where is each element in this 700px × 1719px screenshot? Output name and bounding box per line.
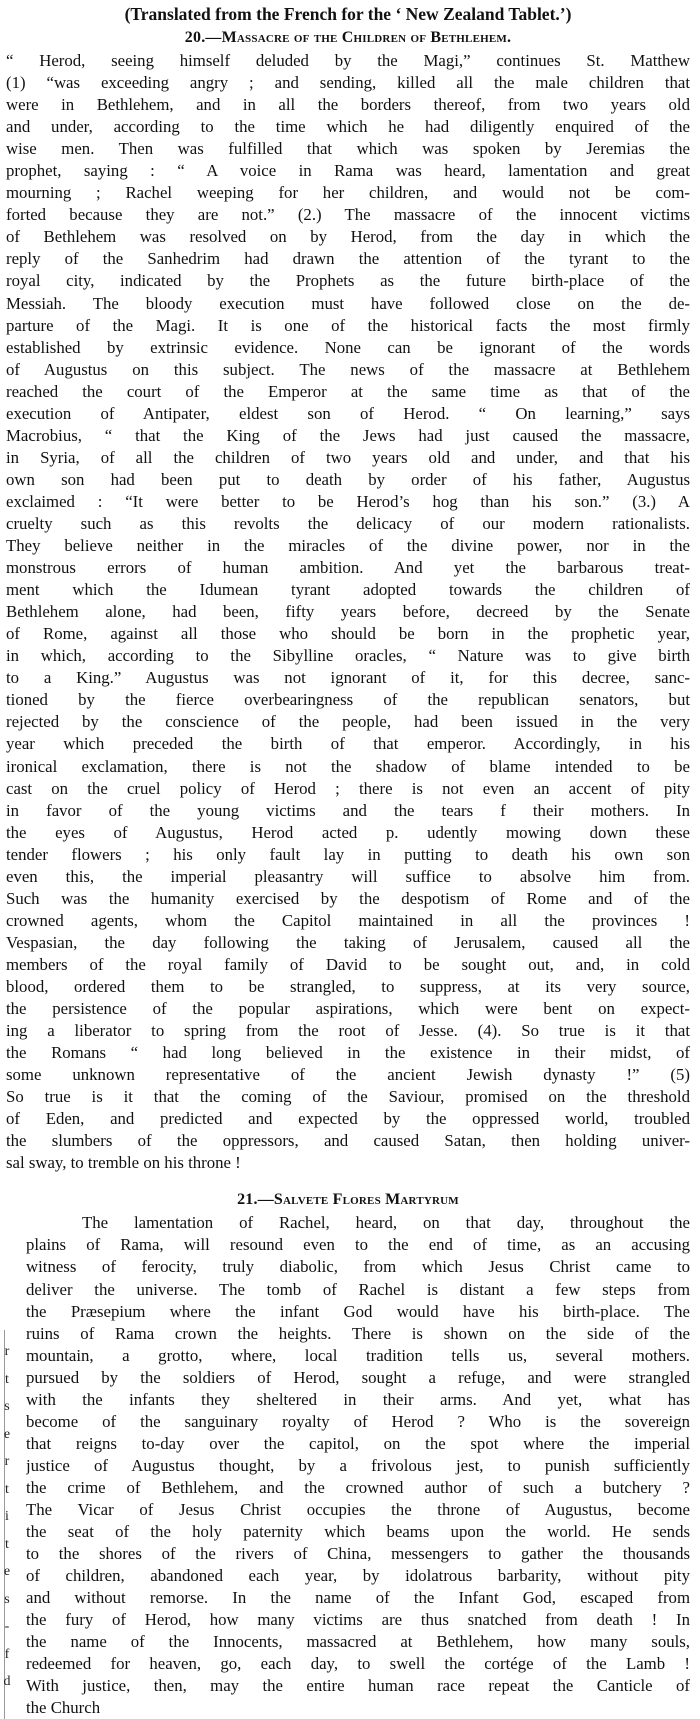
text-line: justice of Augustus thought, by a frivolous jest, to punish sufficiently	[26, 1455, 690, 1475]
section-21-title	[6, 1188, 690, 1212]
section-21-heading: Salvete Flores Martyrum	[273, 1191, 459, 1209]
text-line: tioned by the fierce overbearingness of the republican senators, but	[6, 690, 690, 710]
adjacent-column-fragments	[0, 1338, 14, 1696]
text-line: year which preceded the birth of that emperor. Accordingly, in his	[6, 734, 690, 754]
text-line: Vespasian, the day following the taking of Jerusalem, caused all the	[6, 932, 690, 952]
text-line: ing a liberator to spring from the root of Jesse. (4). So true is it that	[6, 1021, 690, 1041]
text-line: in Syria, of all the children of two years old and under, and that his	[6, 447, 690, 467]
text-line: of Augustus on this subject. The news of the massacre at Bethlehem	[6, 359, 690, 379]
margin-fragment: t	[5, 1481, 9, 1497]
text-line: the Præsepium where the infant God would have his birth-place. The	[26, 1301, 690, 1321]
text-line: deliver the universe. The tomb of Rachel is distant a few steps from	[26, 1279, 690, 1299]
text-line: exclaimed : “It were better to be Herod’s hog than his son.” (3.) A	[6, 491, 690, 511]
text-line: reached the court of the Emperor at the same time as that of the	[6, 381, 690, 401]
text-line: ment which the Idumean tyrant adopted towards the children of	[6, 580, 690, 600]
text-line: prophet, saying : “ A voice in Rama was heard, lamentation and great	[6, 161, 690, 181]
text-line: monstrous errors of human ambition. And yet the barbarous treat-	[6, 558, 690, 578]
text-line: the Romans “ had long believed in the existence in their midst, of	[6, 1043, 690, 1063]
text-line: of Eden, and predicted and expected by the oppressed world, troubled	[6, 1109, 690, 1129]
text-line: even this, the imperial pleasantry will suffice to absolve him from.	[6, 866, 690, 886]
margin-fragment: f	[4, 1646, 10, 1662]
text-line: Macrobius, “ that the King of the Jews had just caused the massacre,	[6, 425, 690, 445]
text-line: the fury of Herod, how many victims are thus snatched from death ! In	[26, 1610, 690, 1630]
section-20-body	[6, 50, 690, 1174]
section-20-heading: Massacre of the Children of Bethlehem.	[221, 29, 512, 46]
text-line: the seat of the holy paternity which beams upon the world. He sends	[26, 1522, 690, 1542]
text-line: of children, abandoned each year, by idolatrous barbarity, without pity	[26, 1566, 690, 1586]
margin-fragment: d	[3, 1674, 11, 1689]
margin-fragment: r	[4, 1344, 10, 1359]
text-line: and without remorse. In the name of the Infant God, escaped from	[26, 1588, 690, 1608]
text-line: members of the royal family of David to be sought out, and, in cold	[6, 954, 690, 974]
text-line: to a King.” Augustus was not ignorant of it, for this decree, sanc-	[6, 668, 690, 688]
text-line: and under, according to the time which he had diligently enquired of the	[6, 117, 690, 137]
text-line: ruins of Rama crown the heights. There is shown on the side of the	[26, 1323, 690, 1343]
text-line: sal sway, to tremble on his throne !	[6, 1153, 241, 1173]
text-line: the persistence of the popular aspirations, which were bent on expect-	[6, 999, 690, 1019]
text-line: tender flowers ; his only fault lay in putting to death his own son	[6, 844, 690, 864]
text-line: Such was the humanity exercised by the despotism of Rome and of the	[6, 888, 690, 908]
text-line: reply of the Sanhedrim had drawn the attention of the tyrant to the	[6, 249, 690, 269]
text-line: So true is it that the coming of the Saviour, promised on the threshold	[6, 1087, 690, 1107]
text-line: were in Bethlehem, and in all the borders thereof, from two years old	[6, 95, 690, 115]
text-line: cruelty such as this revolts the delicacy of our modern rationalists.	[6, 513, 690, 533]
article-column	[6, 0, 690, 1719]
text-line: The lamentation of Rachel, heard, on that day, throughout the	[82, 1213, 690, 1233]
text-line: with the infants they sheltered in their arms. And yet, what has	[26, 1389, 690, 1409]
section-21-body	[6, 1212, 690, 1719]
margin-fragment: e	[3, 1426, 11, 1442]
text-line: rejected by the conscience of the people, had been issued in the very	[6, 712, 690, 732]
text-line: witness of ferocity, truly diabolic, from which Jesus Christ came to	[26, 1257, 690, 1277]
text-line: execution of Antipater, eldest son of Herod. “ On learning,” says	[6, 403, 690, 423]
text-line: the eyes of Augustus, Herod acted p. udently mowing down these	[6, 822, 690, 842]
section-20-number: 20.—	[184, 29, 222, 46]
text-line: Messiah. The bloody execution must have followed close on the de-	[6, 293, 690, 313]
text-line: in favor of the young victims and the tears f their mothers. In	[6, 800, 690, 820]
text-line: become of the sanguinary royalty of Herod ? Who is the sovereign	[26, 1411, 690, 1431]
text-line: the slumbers of the oppressors, and caused Satan, then holding univer-	[6, 1131, 690, 1151]
text-line: of Bethlehem was resolved on by Herod, from the day in which the	[6, 227, 690, 247]
text-line: mourning ; Rachel weeping for her children, and would not be com-	[6, 183, 690, 203]
margin-fragment: t	[5, 1371, 9, 1387]
text-line: ironical exclamation, there is not the shadow of blame intended to be	[6, 756, 690, 776]
section-20-title	[6, 26, 690, 50]
text-line: that reigns to-day over the capitol, on the spot where the imperial	[26, 1433, 690, 1453]
margin-fragment: i	[5, 1509, 9, 1524]
text-line: royal city, indicated by the Prophets as the future birth-place of the	[6, 271, 690, 291]
margin-fragment: s	[4, 1591, 10, 1607]
margin-fragment: s	[4, 1399, 10, 1414]
text-line: to the shores of the rivers of China, messengers to gather the thousands	[26, 1544, 690, 1564]
margin-fragment: -	[4, 1619, 10, 1634]
text-line: “ Herod, seeing himself deluded by the Magi,” continues St. Matthew	[6, 51, 690, 70]
text-line: the crime of Bethlehem, and the crowned author of such a butchery ?	[26, 1477, 690, 1497]
margin-fragment: e	[3, 1564, 11, 1579]
text-line: cast on the cruel policy of Herod ; there is not even an accent of pity	[6, 778, 690, 798]
text-line: the name of the Innocents, massacred at Bethlehem, how many souls,	[26, 1632, 690, 1652]
text-line: the Church	[26, 1698, 101, 1718]
text-line: crowned agents, whom the Capitol maintained in all the provinces !	[6, 910, 690, 930]
section-21-number: 21.—	[237, 1191, 274, 1209]
margin-fragment: t	[5, 1536, 9, 1552]
translation-note: (Translated from the French for the ‘ New Zealand Tablet.’)	[124, 4, 572, 24]
text-line: redeemed for heaven, go, each day, to swell the cortége of the Lamb !	[26, 1654, 690, 1674]
text-line: With justice, then, may the entire human race repeat the Canticle of	[26, 1676, 690, 1696]
text-line: wise men. Then was fulfilled that which was spoken by Jeremias the	[6, 139, 690, 159]
text-line: pursued by the soldiers of Herod, sought a refuge, and were strangled	[26, 1367, 690, 1387]
text-line: some unknown representative of the ancient Jewish dynasty !” (5)	[6, 1065, 690, 1085]
text-line: Bethlehem alone, had been, fifty years before, decreed by the Senate	[6, 602, 690, 622]
text-line: in which, according to the Sibylline oracles, “ Nature was to give birth	[6, 646, 690, 666]
text-line: forted because they are not.” (2.) The massacre of the innocent victims	[6, 205, 690, 225]
text-line: established by extrinsic evidence. None can be ignorant of the words	[6, 337, 690, 357]
text-line: They believe neither in the miracles of the divine power, nor in the	[6, 536, 690, 556]
margin-fragment: r	[4, 1454, 10, 1469]
text-line: mountain, a grotto, where, local tradition tells us, several mothers.	[26, 1345, 690, 1365]
text-line: blood, ordered them to be strangled, to suppress, at its very source,	[6, 976, 690, 996]
text-line: own son had been put to death by order of his father, Augustus	[6, 469, 690, 489]
text-line: The Vicar of Jesus Christ occupies the throne of Augustus, become	[26, 1500, 690, 1519]
text-line: plains of Rama, will resound even to the end of time, as an accusing	[26, 1235, 690, 1255]
text-line: of Rome, against all those who should be born in the prophetic year,	[6, 624, 690, 644]
text-line: (1) “was exceeding angry ; and sending, killed all the male children that	[6, 73, 690, 93]
text-line: parture of the Magi. It is one of the historical facts the most firmly	[6, 315, 690, 335]
